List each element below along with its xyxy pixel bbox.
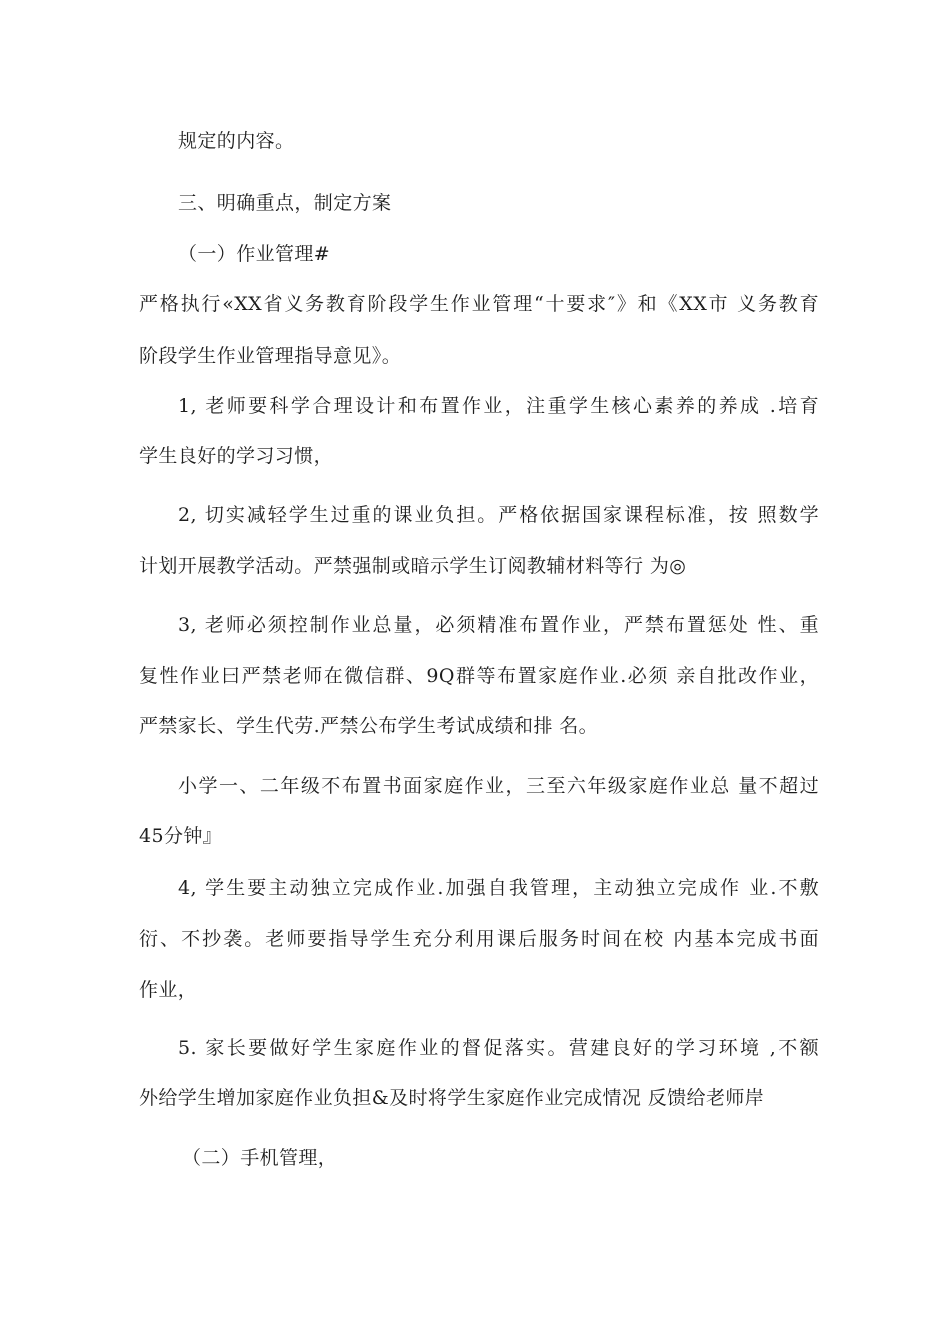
text-line: 1, 老师要科学合理设计和布置作业，注重学生核心素养的养成 .培育 xyxy=(178,395,819,417)
text-line: 3, 老师必须控制作业总量，必须精准布置作业，严禁布置惩处 性、重 xyxy=(178,614,819,636)
text-line: 外给学生增加家庭作业负担&及时将学生家庭作业完成情况 反馈给老师岸 xyxy=(139,1087,765,1109)
text-line: 严格执行«XX省义务教育阶段学生作业管理“十要求″》和《XX市 义务教育 xyxy=(139,293,819,315)
text-line: 严禁家长、学生代劳.严禁公布学生考试成绩和排 名。 xyxy=(139,715,599,737)
text-line: 45分钟』 xyxy=(139,825,223,847)
text-line: 小学一、二年级不布置书面家庭作业，三至六年级家庭作业总 量不超过 xyxy=(178,775,819,797)
text-line: 学生良好的学习习惯， xyxy=(139,445,334,467)
text-line: 复性作业曰严禁老师在微信群、9Q群等布置家庭作业.必须 亲自批改作业， xyxy=(139,665,819,687)
text-line: 计划开展教学活动。严禁强制或暗示学生订阅教辅材料等行 为◎ xyxy=(139,555,687,577)
text-line: 4, 学生要主动独立完成作业.加强自我管理，主动独立完成作 业.不敷 xyxy=(178,877,819,899)
section-heading: 三、明确重点，制定方案 xyxy=(178,192,392,214)
text-line: 2, 切实减轻学生过重的课业负担。严格依据国家课程标准，按 照数学 xyxy=(178,504,819,526)
text-line: 阶段学生作业管理指导意见》。 xyxy=(139,345,402,367)
subsection-heading: （二）手机管理， xyxy=(182,1147,338,1169)
text-line: 作业， xyxy=(139,979,198,1001)
text-line: 规定的内容。 xyxy=(178,130,295,152)
text-line: 衍、不抄袭。老师要指导学生充分利用课后服务时间在校 内基本完成书面 xyxy=(139,928,819,950)
text-line: 5. 家长要做好学生家庭作业的督促落实。营建良好的学习环境 ,不额 xyxy=(178,1037,819,1059)
subsection-heading: （一）作业管理# xyxy=(178,243,331,265)
